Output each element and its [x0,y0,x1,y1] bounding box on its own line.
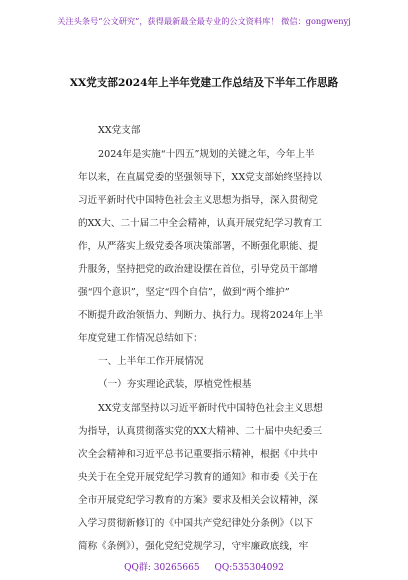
body-line: 简称《条例》），强化党纪党规学习，守牢廉政底线，牢 [78,541,309,552]
qq-number-text: QQ:535304092 [214,563,284,573]
body-line: 升服务，坚持把党的政治建设摆在首位，引导党员干部增 [78,264,318,275]
body-line: 为指导，认真贯彻落实党的XX大精神、二十届中央纪委三 [78,426,322,437]
body-line: 习近平新时代中国特色社会主义思想为指导，深入贯彻党 [78,195,318,206]
subsection-heading: （一）夯实理论武装，厚植党性根基 [98,379,252,390]
line-org-name: XX党支部 [98,125,141,136]
body-line: 不断提升政治领悟力、判断力、执行力。现将2024年上半 [78,310,324,321]
promo-banner: 关注头条号“公文研究”，获得最新最全最专业的公文资料库！ 微信：gongwenyj [57,16,351,26]
body-line: 次全会精神和习近平总书记重要指示精神，根据《中共中 [78,449,318,460]
body-line: 作，从严落实上级党委各项决策部署，不断强化职能、提 [78,241,318,252]
contact-footer [0,560,408,573]
body-line: 2024年是实施“十四五”规划的关键之年，今年上半 [98,149,315,160]
body-line: 央关于在全党开展党纪学习教育的通知》和市委《关于在 [78,472,318,483]
section-heading: 一、上半年工作开展情况 [98,356,204,367]
body-line: 全市开展党纪学习教育的方案》要求及相关会议精神，深 [78,495,318,506]
body-line: 年以来，在直属党委的坚强领导下，XX党支部始终坚持以 [78,172,322,183]
body-line: 强“四个意识”，坚定“四个自信”，做到“两个维护” [78,287,290,298]
qq-group-text: QQ群: 30265665 [124,563,200,573]
body-line: XX党支部坚持以习近平新时代中国特色社会主义思想 [98,403,323,414]
document-title: XX党支部2024年上半年党建工作总结及下半年工作思路 [69,77,339,89]
body-line: 的XX大、二十届二中全会精神，认真开展党纪学习教育工 [78,218,322,229]
body-line: 年度党建工作情况总结如下： [78,333,203,344]
body-line: 入学习贯彻新修订的《中国共产党纪律处分条例》（以下 [78,518,314,529]
